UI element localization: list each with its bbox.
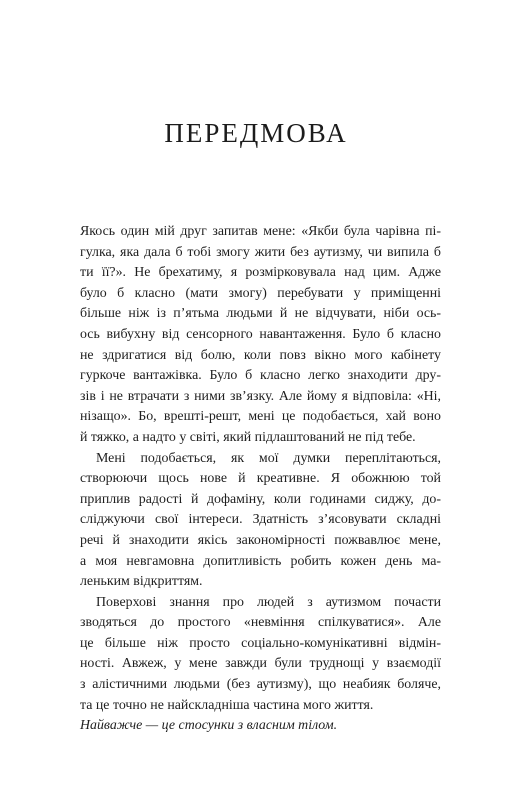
paragraph-2 bbox=[80, 449, 441, 593]
text-line: а моя невгамовна допитливість робить кожен день ма- bbox=[80, 553, 441, 569]
text-line: було б класно (мати змогу) перебувати у приміщенні bbox=[80, 285, 441, 301]
text-line: ось вибухну від сенсорного навантаження. Було б класно bbox=[80, 326, 441, 342]
text-line: з алістичними людьми (без аутизму), що неабияк боляче, bbox=[80, 677, 441, 693]
text-line: це більше ніж просто соціально-комунікативні відмін- bbox=[80, 635, 441, 651]
text-line: не здригатися від болю, коли повз вікно мого кабінету bbox=[80, 347, 441, 363]
paragraph-1 bbox=[80, 222, 441, 449]
text-line: приплив радості й дофаміну, коли годинами сиджу, до- bbox=[80, 491, 441, 507]
text-line: та це точно не найскладніша частина мого життя. bbox=[80, 697, 374, 713]
text-line: й тяжко, а надто у світі, який підлаштований не під тебе. bbox=[80, 429, 416, 445]
body-text bbox=[80, 222, 441, 737]
text-line: сліджуючи свої інтереси. Здатність з’ясовувати складні bbox=[80, 512, 441, 528]
text-line: леньким відкриттям. bbox=[80, 574, 203, 590]
text-line: створюючи щось нове й креативне. Я обожнюю той bbox=[80, 471, 441, 487]
text-line: Мені подобається, як мої думки переплітаються, bbox=[96, 450, 441, 466]
text-line: гуркоче вантажівка. Було б класно легко знаходити дру- bbox=[80, 368, 441, 384]
text-line: зів і не втрачати з ними зв’язку. Але йому я відповіла: «Ні, bbox=[80, 388, 441, 404]
italic-emphasis-line: Найважче — це стосунки з власним тілом. bbox=[80, 718, 338, 734]
text-line: нізащо». Бо, врешті-решт, мені це подобається, хай воно bbox=[80, 409, 441, 425]
text-line: речі й знаходити якісь закономірності пожвавлює мене, bbox=[80, 532, 441, 548]
text-line: гулка, яка дала б тобі змогу жити без аутизму, чи випила б bbox=[80, 244, 441, 260]
text-line: зводяться до простого «невміння спілкуватися». Але bbox=[80, 615, 441, 631]
text-line: ності. Авжеж, у мене завжди були труднощі у взаємодії bbox=[80, 656, 441, 672]
text-line: Поверхові знання про людей з аутизмом почасти bbox=[96, 594, 441, 610]
text-line: ти її?». Не брехатиму, я розмірковувала над цим. Адже bbox=[80, 265, 441, 281]
paragraph-3 bbox=[80, 593, 441, 737]
text-line: більше ніж із п’ятьма людьми й не відчувати, ніби ось- bbox=[80, 306, 441, 322]
chapter-title: ПЕРЕДМОВА bbox=[164, 118, 348, 148]
text-line: Якось один мій друг запитав мене: «Якби була чарівна пі- bbox=[80, 224, 441, 239]
